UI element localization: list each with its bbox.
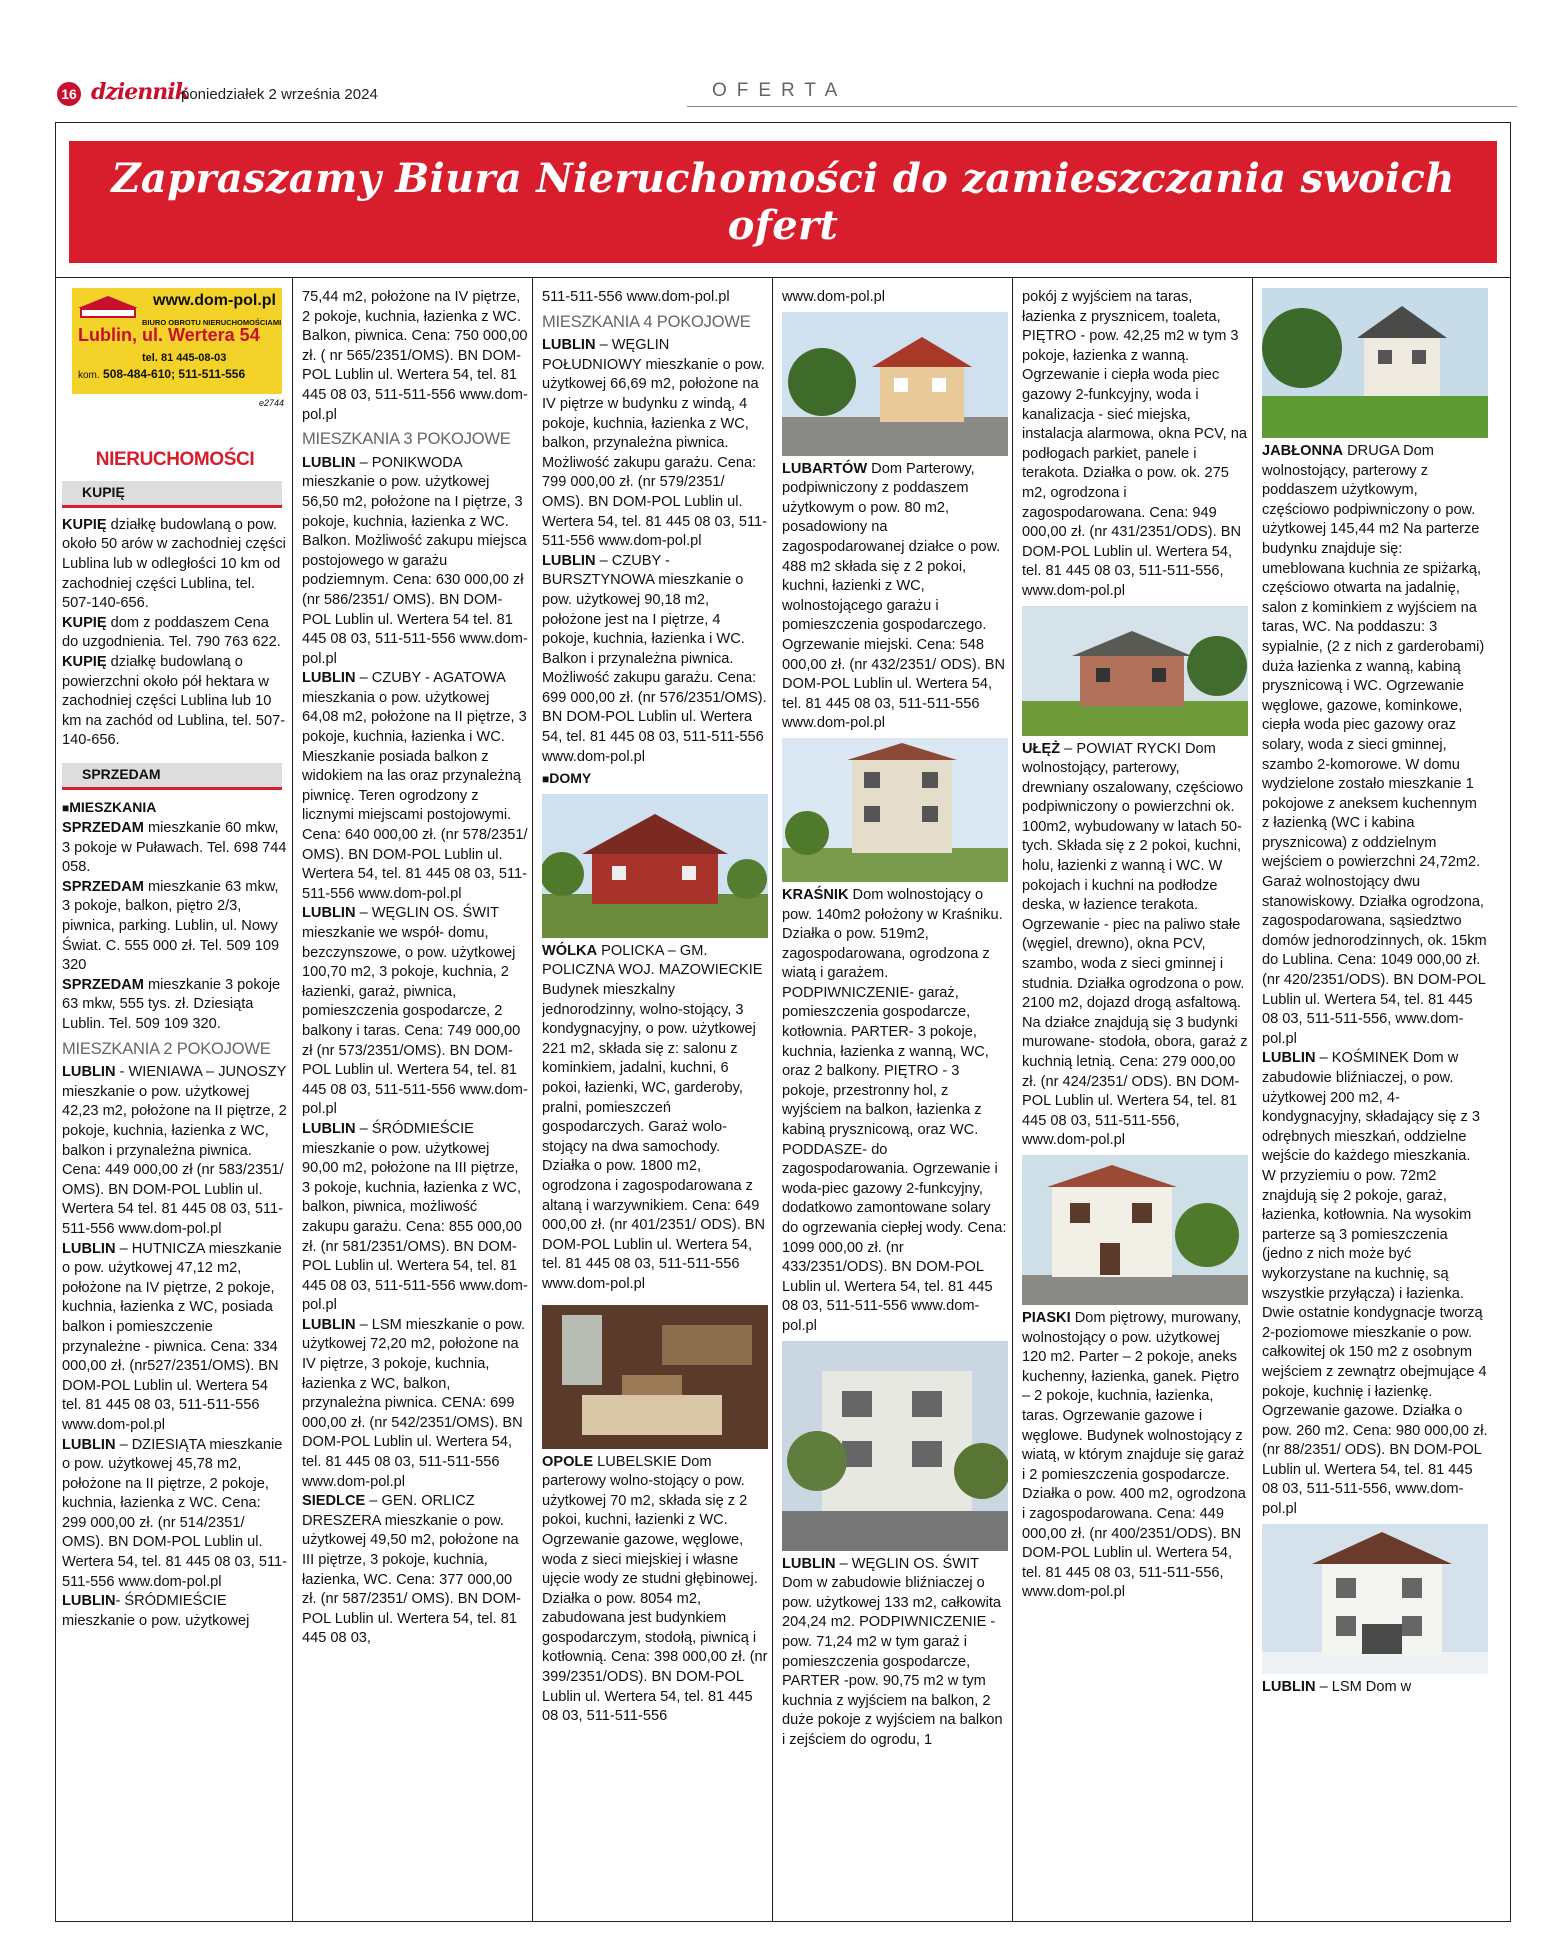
listing <box>542 1453 768 1727</box>
listing <box>62 976 288 1035</box>
listing-text: – GEN. ORLICZ DRESZERA mieszkanie o pow. użytkowej 49,50 m2, położone na III piętrze, 3 pokoje, kuchnia, łazienka, WC. Cena: 377 000,00 zł. (nr 587/2351/ OMS). BN DOM-POL Lublin ul. Wertera 54, tel. 81 445 08 03, <box>302 1493 521 1647</box>
column-2 <box>302 288 528 1908</box>
banner-subline <box>69 261 1497 287</box>
listing <box>62 516 288 614</box>
column-divider <box>772 277 773 1921</box>
page-frame <box>55 122 1511 1922</box>
listing <box>1262 442 1488 1049</box>
listing-title: LUBLIN <box>542 337 596 354</box>
column-5 <box>1022 288 1248 1908</box>
listing <box>62 653 288 751</box>
listing-title: KRAŚNIK <box>782 886 849 903</box>
listing-title: LUBLIN <box>62 1593 116 1610</box>
listing <box>302 669 528 904</box>
listing-text: DRUGA Dom wolnostojący, parterowy z poddaszem użytkowym, częściowo podpiwniczony o pow. użytkowej 145,44 m2 Na parterze budynku znajduje się: umeblowana kuchnia ze spiżarką, częściowo otwarta na jadalnię, salon z kominkiem z wyjściem na taras, WC. Na poddaszu: 3 sypialnie, (2 z nich z garderobami) duża łazienka z wanną, kabiną prysznicową i WC. Ogrzewanie węglowe, gazowe, kominkowe, ciepła woda piec gazowy oraz solary, woda z sieci gminnej, szambo 2-komorowe. W domu wydzielone zostało mieszkanie 1 pokojowe z aneksem kuchennym z łazienką (WC i kabina prysznicowa) z oddzielnym wejściem o powierzchni 24,72m2. Garaż wolnostojący dwu stanowiskowy. Działka ogrodzona, zagospodarowana, sąsiedztwo domów jednorodzinnych, ok. 15km do Lublina. Cena: 1049 000,00 zł. (nr 420/2351/ODS). BN DOM-POL Lublin ul. Wertera 54, tel. 81 445 08 03, 511-511-556, www.dom-pol.pl <box>1262 443 1487 1047</box>
listing-title: LUBLIN <box>782 1555 836 1572</box>
listing-text: – PONIKWODA mieszkanie o pow. użytkowej 56,50 m2, położone na I piętrze, 3 pokoje, kuchnia, łazienka z WC. Balkon. Możliwość zakupu miejsca postojowego w garażu podziemnym. Cena: 630 000,00 zł (nr 586/2351/ OMS). BN DOM-POL Lublin ul. Wertera 54 tel. 81 445 08 03, 511-511-556 www.dom-pol.pl <box>302 454 528 667</box>
listing-text: mieszkanie 3 pokoje 63 mkw, 555 tys. zł. Dziesiąta Lublin. Tel. 509 109 320. <box>62 976 281 1033</box>
listing-text: - ŚRÓDMIEŚCIE mieszkanie o pow. użytkowej <box>62 1593 250 1629</box>
page-header <box>57 80 1517 110</box>
column-6 <box>1262 288 1488 1908</box>
listing-title: SPRZEDAM <box>62 820 144 837</box>
column-divider <box>1252 277 1253 1921</box>
listing-text: dom z poddaszem Cena do uzgodnienia. Tel. 790 763 622. <box>62 614 281 651</box>
listing <box>62 1063 288 1239</box>
ad-kom: 508-484-610; 511-511-556 <box>103 367 246 381</box>
listing-title: LUBLIN <box>62 1436 116 1453</box>
house-photo <box>782 738 1008 882</box>
listing-title: LUBLIN <box>302 670 356 687</box>
listing <box>1262 1049 1488 1519</box>
column-4 <box>782 288 1008 1908</box>
subsection: ■ MIESZKANIA <box>62 798 288 819</box>
promo-banner <box>69 141 1497 287</box>
listing <box>1022 1309 1248 1603</box>
listing-text: POLICKA – GM. POLICZNA WOJ. MAZOWIECKIE Budynek mieszkalny jednorodzinny, wolno-stojący, 3 kondygnacyjny, o pow. użytkowej 221 m2, składa się z: salonu z kominkiem, jadalni, kuchni, 6 pokoi, łazienki, WC, garderoby, pralni, pomieszczeń gospodarczych. Garaż wolo-stojący na dwa samochody. Działka o pow. 1800 m2, ogrodzona i zagospodarowana z altaną i warzywnikiem. Cena: 649 000,00 zł. (nr 401/2351/ ODS). BN DOM-POL Lublin ul. Wertera 54, tel. 81 445 08 03, 511-511-556 www.dom-pol.pl <box>542 942 766 1292</box>
issue-date: poniedziałek 2 września 2024 <box>181 86 378 103</box>
listing-title: SPRZEDAM <box>62 878 144 895</box>
ad-tagline: BIURO OBROTU NIERUCHOMOŚCIAMI <box>142 318 282 327</box>
listing-text: – LSM mieszkanie o pow. użytkowej 72,20 m2, położone na IV piętrze, 3 pokoje, kuchnia, łazienka z WC, balkon, przynależna piwnica. CENA: 699 000,00 zł. (nr 542/2351/OMS). BN DOM-POL Lublin ul. Wertera 54, tel. 81 445 08 03, 511-511-556 www.dom-pol.pl <box>302 1316 526 1490</box>
listing <box>302 1492 528 1649</box>
listing-title: KUPIĘ <box>62 516 107 533</box>
column-divider <box>532 277 533 1921</box>
listing: 511-511-556 www.dom-pol.pl <box>542 289 730 305</box>
category-sprzedam: SPRZEDAM <box>62 763 282 790</box>
listing <box>302 454 528 670</box>
listing-title: LUBLIN <box>62 1064 116 1081</box>
subsection: ■ DOMY <box>542 769 768 790</box>
listing <box>62 1592 288 1631</box>
listing-title: LUBLIN <box>1262 1050 1316 1067</box>
listing-title: LUBLIN <box>302 1120 356 1137</box>
listing <box>782 460 1008 734</box>
ad-mobile <box>78 365 245 386</box>
listing-title: JABŁONNA <box>1262 443 1344 459</box>
column-divider <box>1012 277 1013 1921</box>
listing-title: PIASKI <box>1022 1309 1071 1326</box>
listing-title: LUBLIN <box>62 1240 116 1257</box>
listing <box>302 1316 528 1492</box>
banner-phone: tel. (81) 46 26 974, <box>725 261 963 287</box>
listing-text: – CZUBY - BURSZTYNOWA mieszkanie o pow. użytkowej 90,18 m2, położone jest na I piętrze, 4 pokoje, kuchnia, łazienka i WC. Balkon i przynależna piwnica. Możliwość zakupu garażu. Cena: 699 000,00 zł. (nr 576/2351/OMS). BN DOM-POL Lublin ul. Wertera 54, tel. 81 445 08 03, 511-511-556 www.dom-pol.pl <box>542 552 767 765</box>
listing-text: – POWIAT RYCKI Dom wolnostojący, parterowy, drewniany oszalowany, częściowo podpiwniczony o powierzchni ok. 100m2, wybudowany w latach 50-tych. Składa się z 2 pokoi, kuchni, holu, łazienki z wanną i WC. W pokojach i kuchni na podłodze deska, w łazience terakota. Ogrzewanie - piec na paliwo stałe (węgiel, drewno), okna PCV, szambo, woda z sieci gminnej i studnia. Działka ogrodzona o pow. 2100 m2, dojazd drogą asfaltową. Na działce znajdują się 3 budynki murowane- stodoła, obora, garaż z kuchnią letnią. Cena: 279 000,00 zł. (nr 424/2351/ ODS). BN DOM-POL Lublin ul. Wertera 54, tel. 81 445 08 03, 511-511-556, www.dom-pol.pl <box>1022 740 1248 1149</box>
listing-text: działkę budowlaną o pow. około 50 arów w zachodniej części Lublina lub w odległości 10 km od zachodniej części Lublina, tel. 507-140-656. <box>62 516 286 612</box>
banner-email-link[interactable]: oferta@dziennikwschodni.pl <box>969 261 1319 287</box>
listing <box>302 904 528 1120</box>
house-logo-icon <box>76 294 140 324</box>
house-photo <box>782 312 1008 456</box>
listing-text: Dom piętrowy, murowany, wolnostojący o pow. użytkowej 120 m2. Parter – 2 pokoje, aneks kuchenny, łazienka, ganek. Piętro – 2 pokoje, kuchnia, łazienka, taras. Ogrzewanie gazowe i węglowe. Budynek wolnostojący z wiatą, w którym znajduje się garaż i 2 pomieszczenia gospodarcze. Działka o pow. 400 m2, ogrodzona i zagospodarowana. Cena: 449 000,00 zł. (nr 400/2351/ODS). BN DOM-POL Lublin ul. Wertera 54, tel. 81 445 08 03, 511-511-556, www.dom-pol.pl <box>1022 1309 1246 1601</box>
listing <box>542 336 768 552</box>
listing-title: LUBLIN <box>542 552 596 569</box>
subsection: MIESZKANIA 4 POKOJOWE <box>542 312 751 331</box>
divider <box>56 277 1510 278</box>
listing-text: – WĘGLIN OS. ŚWIT Dom w zabudowie bliźniaczej o pow. użytkowej 133 m2, całkowita 204,24 m2. PODPIWNICZENIE - pow. 71,24 m2 w tym garaż i pomieszczenia gospodarcze, PARTER -pow. 90,75 m2 w tym kuchnia z wyjściem na balkon, 2 duże pokoje z wyjściem na balkon i zejściem do ogrodu, 1 <box>782 1555 1003 1748</box>
listing <box>782 886 1008 1337</box>
interior-photo <box>542 1305 768 1449</box>
listing-title: KUPIĘ <box>62 653 107 670</box>
listing <box>302 1120 528 1316</box>
listing-text: – CZUBY - AGATOWA mieszkania o pow. użytkowej 64,08 m2, położone na II piętrze, 3 pokoje, kuchnia, łazienka i WC. Mieszkanie posiada balkon z widokiem na las oraz przynależną piwnicę. Teren ogrodzony z licznymi miejscami postojowymi. Cena: 640 000,00 zł. (nr 578/2351/ OMS). BN DOM-POL Lublin ul. Wertera 54, tel. 81 445 08 03, 511-511-556 www.dom-pol.pl <box>302 670 528 902</box>
banner-normal: Szczegóły: <box>600 262 719 287</box>
listing: 75,44 m2, położone na IV piętrze, 2 pokoje, kuchnia, łazienka z WC. Balkon, piwnica. Cena: 750 000,00 zł. ( nr 565/2351/OMS). BN DOM-POL Lublin ul. Wertera 54, tel. 81 445 08 03, 511-511-556 www.dom-pol.pl <box>302 289 528 423</box>
ad-tel: tel. 81 445-08-03 <box>142 352 227 364</box>
listing <box>1022 740 1248 1151</box>
listing: www.dom-pol.pl <box>782 289 886 305</box>
header-rule <box>687 106 1517 107</box>
listing <box>62 1240 288 1436</box>
banner-bold: Atrakcyjne warunki cenowe. <box>247 261 594 287</box>
category-kupie: KUPIĘ <box>62 481 282 508</box>
section-title: OFERTA <box>712 80 848 101</box>
ad-ref: e2744 <box>258 398 284 408</box>
listing-text: działkę budowlaną o powierzchni około pół hektara w zachodniej części Lublina lub 10 km na zachód od Lublina, tel. 507-140-656. <box>62 653 286 749</box>
house-photo <box>1262 1524 1488 1674</box>
column-1 <box>62 288 288 1908</box>
listing-text: Dom wolnostojący o pow. 140m2 położony w Kraśniku. Działka o pow. 519m2, zagospodarowana, ogrodzona z wiatą i garażem. PODPIWNICZENIE- garaż, pomieszczenia gospodarcze, kotłownia. PARTER- 3 pokoje, kuchnia, łazienka z wanną, WC, oraz 2 balkony. PIĘTRO - 3 pokoje, przestronny hol, z wyjściem na balkon, łazienka z kabiną prysznicową, oraz WC. PODDASZE- do zagospodarowania. Ogrzewanie i woda-piec gazowy 2-funkcyjny, dodatkowo zamontowane solary do ogrzewania ciepłej wody. Cena: 1099 000,00 zł. (nr 433/2351/ODS). BN DOM-POL Lublin ul. Wertera 54, tel. 81 445 08 03, 511-511-556 www.dom-pol.pl <box>782 886 1007 1334</box>
section-heading: NIERUCHOMOŚCI <box>95 448 255 470</box>
banner-title: Zapraszamy Biura Nieruchomości do zamieszczania swoich ofert <box>111 155 1455 249</box>
listing <box>62 878 288 976</box>
listing-text: Dom Parterowy, podpiwniczony z poddaszem użytkowym o pow. 80 m2, posadowiony na zagospodarowanej działce o pow. 488 m2 składa się z 2 pokoi, kuchni, łazienki z WC, wolnostojącego garażu i pomieszczenia gospodarczego. Ogrzewanie miejski. Cena: 548 000,00 zł. (nr 432/2351/ ODS). BN DOM-POL Lublin ul. Wertera 54, tel. 81 445 08 03, 511-511-556 www.dom-pol.pl <box>782 460 1006 732</box>
newspaper-logo: dziennik <box>91 79 189 105</box>
listing <box>62 614 288 653</box>
listing-text: mieszkanie 63 mkw, 3 pokoje, balkon, piętro 2/3, piwnica, parking. Lublin, ul. Nowy Świat. C. 555 000 zł. Tel. 509 109 320 <box>62 878 280 974</box>
listing-title: SIEDLCE <box>302 1493 366 1510</box>
listing: pokój z wyjściem na taras, łazienka z prysznicem, toaleta, PIĘTRO - pow. 42,25 m2 w tym 3 pokoje, łazienka z wanną. Ogrzewanie i ciepła woda piec gazowy 2-funkcyjny, woda i kanalizacja - sieć miejska, instalacja alarmowa, okna PCV, na podłogach parkiet, panele i terakota. Działka o pow. ok. 275 m2, ogrodzona i zagospodarowana. Cena: 949 000,00 zł. (nr 431/2351/ODS). BN DOM-POL Lublin ul. Wertera 54, tel. 81 445 08 03, 511-511-556, www.dom-pol.pl <box>1022 289 1247 599</box>
house-photo <box>782 1341 1008 1551</box>
listing-title: KUPIĘ <box>62 614 107 631</box>
listing <box>782 1555 1008 1751</box>
listing-text: mieszkanie 60 mkw, 3 pokoje w Puławach. Tel. 698 744 058. <box>62 820 287 876</box>
listing <box>62 1436 288 1593</box>
listing <box>62 819 288 878</box>
listing-text: – ŚRÓDMIEŚCIE mieszkanie o pow. użytkowej 90,00 m2, położone na III piętrze, 3 pokoje, kuchnia, łazienka z WC, balkon, piwnica, możliwość zakupu garażu. Cena: 855 000,00 zł. (nr 581/2351/OMS). BN DOM-POL Lublin ul. Wertera 54, tel. 81 445 08 03, 511-511-556 www.dom-pol.pl <box>302 1120 528 1314</box>
column-divider <box>292 277 293 1921</box>
listing-text: – WĘGLIN OS. ŚWIT mieszkanie we współ- domu, bezczynszowe, o pow. użytkowej 100,70 m2, 3 pokoje, kuchnia, 2 łazienki, garaż, piwnica, pomieszczenia gospodarcze, 2 balkony i taras. Cena: 749 000,00 zł (nr 573/2351/OMS). BN DOM-POL Lublin ul. Wertera 54, tel. 81 445 08 03, 511-511-556 www.dom-pol.pl <box>302 905 528 1118</box>
house-photo <box>1022 1155 1248 1305</box>
ad-kom-label: kom. <box>78 370 100 381</box>
listing-title: OPOLE <box>542 1453 594 1470</box>
subsection: MIESZKANIA 2 POKOJOWE <box>62 1039 271 1058</box>
listing <box>542 942 768 1295</box>
listing <box>542 552 768 768</box>
listing-title: SPRZEDAM <box>62 976 144 993</box>
listing-title: LUBLIN <box>1262 1678 1316 1695</box>
listing <box>1262 1678 1488 1698</box>
ad-url[interactable]: www.dom-pol.pl <box>153 292 276 309</box>
listing-title: LUBLIN <box>302 905 356 922</box>
listing-title: LUBLIN <box>302 1316 356 1333</box>
house-photo <box>1262 288 1488 438</box>
ad-address: Lublin, ul. Wertera 54 <box>78 325 260 345</box>
dom-pol-ad <box>72 288 282 394</box>
listing-text: – WĘGLIN POŁUDNIOWY mieszkanie o pow. użytkowej 66,69 m2, położone na IV piętrze w budynku z windą, 4 pokoje, kuchnia, łazienka z WC, balkon, przynależna piwnica. Możliwość zakupu garażu. Cena: 799 000,00 zł. (nr 579/2351/ OMS). BN DOM-POL Lublin ul. Wertera 54, tel. 81 445 08 03, 511-511-556 www.dom-pol.pl <box>542 337 767 550</box>
listing-title: LUBARTÓW <box>782 460 868 477</box>
house-photo <box>542 794 768 938</box>
house-photo <box>1022 606 1248 736</box>
listing-title: WÓLKA <box>542 942 598 959</box>
listing-text: LUBELSKIE Dom parterowy wolno-stojący o pow. użytkowej 70 m2, składa się z 2 pokoi, kuchni, łazienki z WC. Ogrzewanie gazowe, węglowe, woda z sieci miejskiej i własne ujęcie wody ze studni głębinowej. Działka o pow. 8054 m2, zabudowana jest budynkiem gospodarczym, stodołą, piwnicą i kotłownią. Cena: 398 000,00 zł. (nr 399/2351/ODS). BN DOM-POL Lublin ul. Wertera 54, tel. 81 445 08 03, 511-511-556 <box>542 1453 768 1725</box>
page-number: 16 <box>57 82 81 106</box>
listing-text: – HUTNICZA mieszkanie o pow. użytkowej 47,12 m2, położone na IV piętrze, 2 pokoje, kuchnia, łazienka z WC, posiada balkon i pomieszczenie przynależne - piwnica. Cena: 334 000,00 zł. (nr527/2351/OMS). BN DOM-POL Lublin ul. Wertera 54 tel. 81 445 08 03, 511-511-556 www.dom-pol.pl <box>62 1240 282 1433</box>
listing-text: - WIENIAWA – JUNOSZY mieszkanie o pow. użytkowej 42,23 m2, położone na II piętrze, 2 pokoje, kuchnia, łazienka z WC, balkon i przynależna piwnica. Cena: 449 000,00 zł (nr 583/2351/ OMS). BN DOM-POL Lublin ul. Wertera 54 tel. 81 445 08 03, 511-511-556 www.dom-pol.pl <box>62 1064 287 1237</box>
column-3 <box>542 288 768 1908</box>
listing-text: – KOŚMINEK Dom w zabudowie bliźniaczej, o pow. użytkowej 200 m2, 4-kondygnacyjny, składający się z 3 odrębnych mieszkań, oddzielne wejście do każdego mieszkania. W przyziemiu o pow. 72m2 znajdują się 2 pokoje, garaż, łazienka, kotłownia. Na wysokim parterze są 3 pomieszczenia (jedno z nich może być wykorzystane na kuchnię, są wszystkie przyłącza) i łazienka. Dwie ostatnie kondygnacje tworzą 2-poziomowe mieszkanie o pow. całkowitej ok 150 m2 z osobnym wejściem z zewnątrz obejmujące 4 pokoje, kuchnię i łazienkę. Ogrzewanie gazowe. Działka o pow. 260 m2. Cena: 980 000,00 zł. (nr 88/2351/ ODS). BN DOM-POL Lublin ul. Wertera 54, tel. 81 445 08 03, 511-511-556, www.dom-pol.pl <box>1262 1050 1488 1518</box>
listing-text: – DZIESIĄTA mieszkanie o pow. użytkowej 45,78 m2, położone na II piętrze, 2 pokoje, kuchnia, łazienka z WC. Cena: 299 000,00 zł. (nr 514/2351/ OMS). BN DOM-POL Lublin ul. Wertera 54, tel. 81 445 08 03, 511-511-556 www.dom-pol.pl <box>62 1436 287 1590</box>
listing-text: – LSM Dom w <box>1315 1678 1412 1695</box>
listing-title: LUBLIN <box>302 454 356 471</box>
subsection: MIESZKANIA 3 POKOJOWE <box>302 430 511 449</box>
listing-title: UŁĘŻ <box>1022 740 1061 757</box>
